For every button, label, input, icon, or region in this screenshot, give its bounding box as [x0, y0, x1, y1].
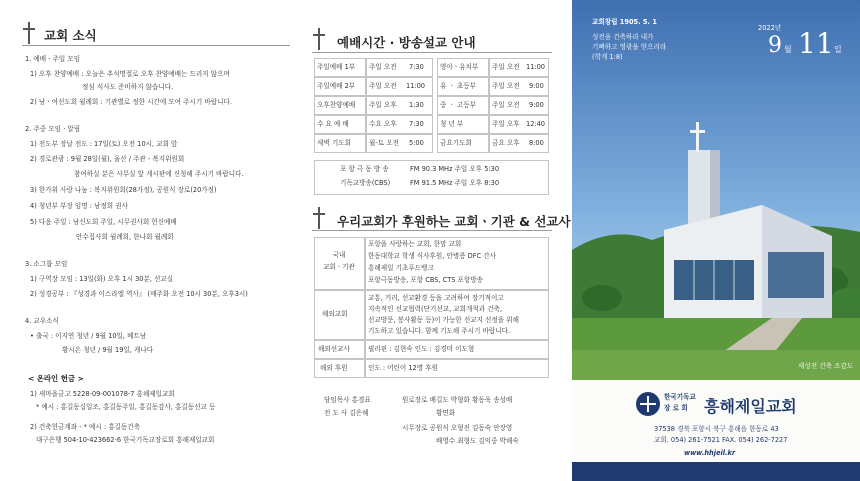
support-line: 지속적인 선교협력(단기선교, 교회개척과 건축,	[368, 305, 503, 313]
schedule-title: 예배시간 · 방송설교 안내	[337, 35, 476, 50]
verse-line: (학개 1:8)	[592, 53, 623, 61]
staff-elders: 배영수 최형도 김익중 박해숙	[436, 437, 519, 445]
schedule-time: 11:00	[406, 82, 426, 90]
schedule-time: 8:00	[529, 139, 544, 147]
news-line: 3) 한가위 사랑 나눔 : 복지위원회(28가정), 공원식 장로(20가정)	[30, 186, 217, 194]
schedule-name: 금요기도회	[440, 139, 472, 147]
illustration-caption: 새성전 건축 조감도	[798, 362, 854, 370]
verse-line: 성전을 건축하라 내가	[592, 33, 654, 41]
schedule-name: 주일예배 2부	[317, 82, 356, 90]
support-label: 해외선교사	[318, 345, 350, 353]
support-label: 해외 후원	[320, 364, 348, 372]
schedule-name: 새벽 기도회	[317, 139, 351, 147]
schedule-name: 청 년 부	[440, 120, 464, 128]
schedule-day: 주일 오전	[492, 82, 520, 90]
schedule-day: 금요 오후	[492, 139, 520, 147]
schedule-day: 주일 오전	[369, 82, 397, 90]
news-line: 참여하실 분은 사무실 앞 게시판에 신청해 주시기 바랍니다.	[74, 170, 244, 178]
news-line: • 출국 : 이지연 청년 / 9월 10일, 베트남	[30, 332, 147, 340]
church-website: www.hhjeil.kr	[684, 449, 736, 457]
issue-day-unit: 일	[834, 45, 842, 54]
schedule-name: 수 요 예 배	[317, 120, 349, 128]
offering-line: 1) 새마을금고 5228-09-001078-7 흥해제일교회	[30, 390, 175, 398]
schedule-day: 주일 오전	[369, 63, 397, 71]
support-line: 선교방문, 봉사활동 등)이 가능한 선교지 선정을 위해	[368, 316, 520, 324]
news-line: 1) 오후 찬양예배 : 오늘은 추석명절로 오후 찬양예배는 드리지 않으며	[30, 70, 230, 78]
broadcast-station: 기독교방송(CBS)	[340, 179, 391, 187]
schedule-time: 1:30	[409, 101, 424, 109]
broadcast-info: FM 90.3 MHz 주일 오후 5:30	[410, 165, 500, 173]
news-line: 2) 남ㆍ여선도회 월례회 : 기관별로 정한 시간에 모여 주시기 바랍니다.	[30, 98, 232, 106]
schedule-name: 주일예배 1부	[317, 63, 356, 71]
staff-elders: 시무장로 공원식 오형진 김동숙 안장영	[402, 424, 513, 432]
staff-pastor: 담임목사 홍경표	[324, 396, 371, 404]
offering-line: 2) 건축헌금계좌 - * 예시 : 홍길동건축	[30, 423, 141, 431]
schedule-time: 7:30	[409, 63, 424, 71]
founded-date: 교회창립 1905. 5. 1	[592, 18, 657, 26]
news-line: 2) 성경공부 : 『성경과 이스라엘 역사』 (매주화 오전 10시 30분, 오후3시)	[30, 290, 248, 298]
church-address: 37538 경북 포항시 북구 흥해읍 한동로 43	[654, 425, 779, 433]
support-line: 교통, 거리, 선교환경 등을 고려하여 장기적이고	[368, 294, 504, 302]
news-line: 황시온 청년 / 9월 19일, 캐나다	[62, 346, 154, 354]
issue-day: 11	[798, 27, 834, 60]
denomination: 장 로 회	[664, 404, 688, 412]
church-logo	[636, 392, 660, 416]
title-rule	[312, 52, 552, 53]
schedule-name: 영아ㆍ유치부	[440, 63, 479, 71]
schedule-time: 9:00	[529, 82, 544, 90]
support-line: 기도하고 있습니다. 함께 기도해 주시기 바랍니다.	[368, 327, 511, 335]
schedule-time: 9:00	[529, 101, 544, 109]
offering-line: * 예시 : 홍길동십일조, 홍길동주일, 홍길동감사, 홍길동선교 등	[36, 403, 216, 411]
support-line: 필리핀 : 김현숙 인도 : 김경미 이도형	[368, 345, 475, 353]
news-title: 교회 소식	[44, 28, 97, 43]
news-line: 1) 전도부 장날 전도 : 17일(토) 오전 10시, 교회 앞	[30, 140, 178, 148]
church-phone: 교회. 054) 261-7521 FAX. 054) 262-7227	[654, 436, 788, 444]
cross-icon	[312, 207, 326, 229]
support-line: 포항을 사랑하는 교회, 한맘 교회	[368, 240, 462, 248]
support-line: 한동대학교 학생 식사후원, 안병릉 DFC 간사	[368, 252, 496, 260]
schedule-time: 11:00	[526, 63, 546, 71]
schedule-time: 5:00	[409, 139, 424, 147]
issue-month: 9	[768, 33, 782, 58]
cover-stripe	[572, 462, 860, 481]
staff-pastor: 전 도 사 김은혜	[324, 409, 369, 417]
cross-icon	[22, 22, 36, 44]
support-line: 포항극동방송, 포항 CBS, CTS 포항방송	[368, 276, 484, 284]
heading: 4. 교우소식	[25, 317, 59, 325]
support-label: 해외교회	[322, 310, 348, 318]
support-label: 국내 교회ㆍ기관	[323, 251, 355, 271]
schedule-day: 주일 오후	[369, 101, 397, 109]
staff-elders: 원로장로 배길도 박형화 황동욱 송성배	[402, 396, 513, 404]
heading: 3. 소그룹 모임	[25, 260, 68, 268]
schedule-time: 7:30	[409, 120, 424, 128]
heading: 1. 예배ㆍ주일 모임	[25, 55, 81, 63]
news-line: 2) 경로관광 : 9월 28일(월), 울산 / 주관 - 복지위원회	[30, 155, 185, 163]
news-line: 안수집사회 월례회, 한나회 월례회	[76, 233, 174, 241]
support-line: 흥해제일 기초푸드뱅크	[368, 264, 434, 272]
offering-line: 대구은행 504-10-423662-6 한국기독교장로회 흥해제일교회	[36, 436, 215, 444]
news-line: 5) 다음 주일 : 남신도회 주일, 시무권사회 헌신예배	[30, 218, 177, 226]
offering-title: < 온라인 헌금 >	[28, 374, 84, 383]
title-rule	[312, 230, 552, 231]
schedule-name: 오후찬양예배	[317, 101, 356, 109]
schedule-day: 수요 오후	[369, 120, 397, 128]
title-rule	[22, 45, 290, 46]
cross-icon	[312, 28, 326, 50]
schedule-time: 12:40	[526, 120, 546, 128]
schedule-day: 주일 오전	[492, 63, 520, 71]
issue-month-unit: 월	[784, 45, 792, 54]
schedule-day: 주일 오후	[492, 120, 520, 128]
denomination: 한국기독교	[664, 393, 696, 401]
schedule-day: 월-토 오전	[369, 139, 399, 147]
verse-line: 기뻐하고 영광을 얻으리라	[592, 43, 667, 51]
support-title: 우리교회가 후원하는 교회ㆍ기관 & 선교사	[337, 214, 571, 229]
staff-elders: 황면화	[436, 409, 456, 417]
news-line: 4) 청년부 부장 임명 : 남정희 권사	[30, 202, 128, 210]
heading: 2. 주중 모임ㆍ알림	[25, 125, 81, 133]
news-line: 1) 구역장 모임 : 13일(화) 오후 1시 30분, 선교실	[30, 275, 174, 283]
broadcast-info: FM 91.5 MHz 주일 오후 8:30	[410, 179, 500, 187]
issue-year: 2022년	[758, 24, 782, 32]
schedule-name: 중 ㆍ 고등부	[440, 101, 477, 109]
schedule-day: 주일 오전	[492, 101, 520, 109]
news-line: 정심 식사도 준비하지 않습니다.	[82, 83, 174, 91]
broadcast-station: 포 항 극 동 방 송	[340, 165, 389, 173]
church-name: 흥해제일교회	[704, 397, 797, 416]
support-line: 인도 : 어린이 12명 후원	[368, 364, 438, 372]
cover-panel	[572, 0, 860, 481]
schedule-name: 유 ㆍ 초등부	[440, 82, 477, 90]
